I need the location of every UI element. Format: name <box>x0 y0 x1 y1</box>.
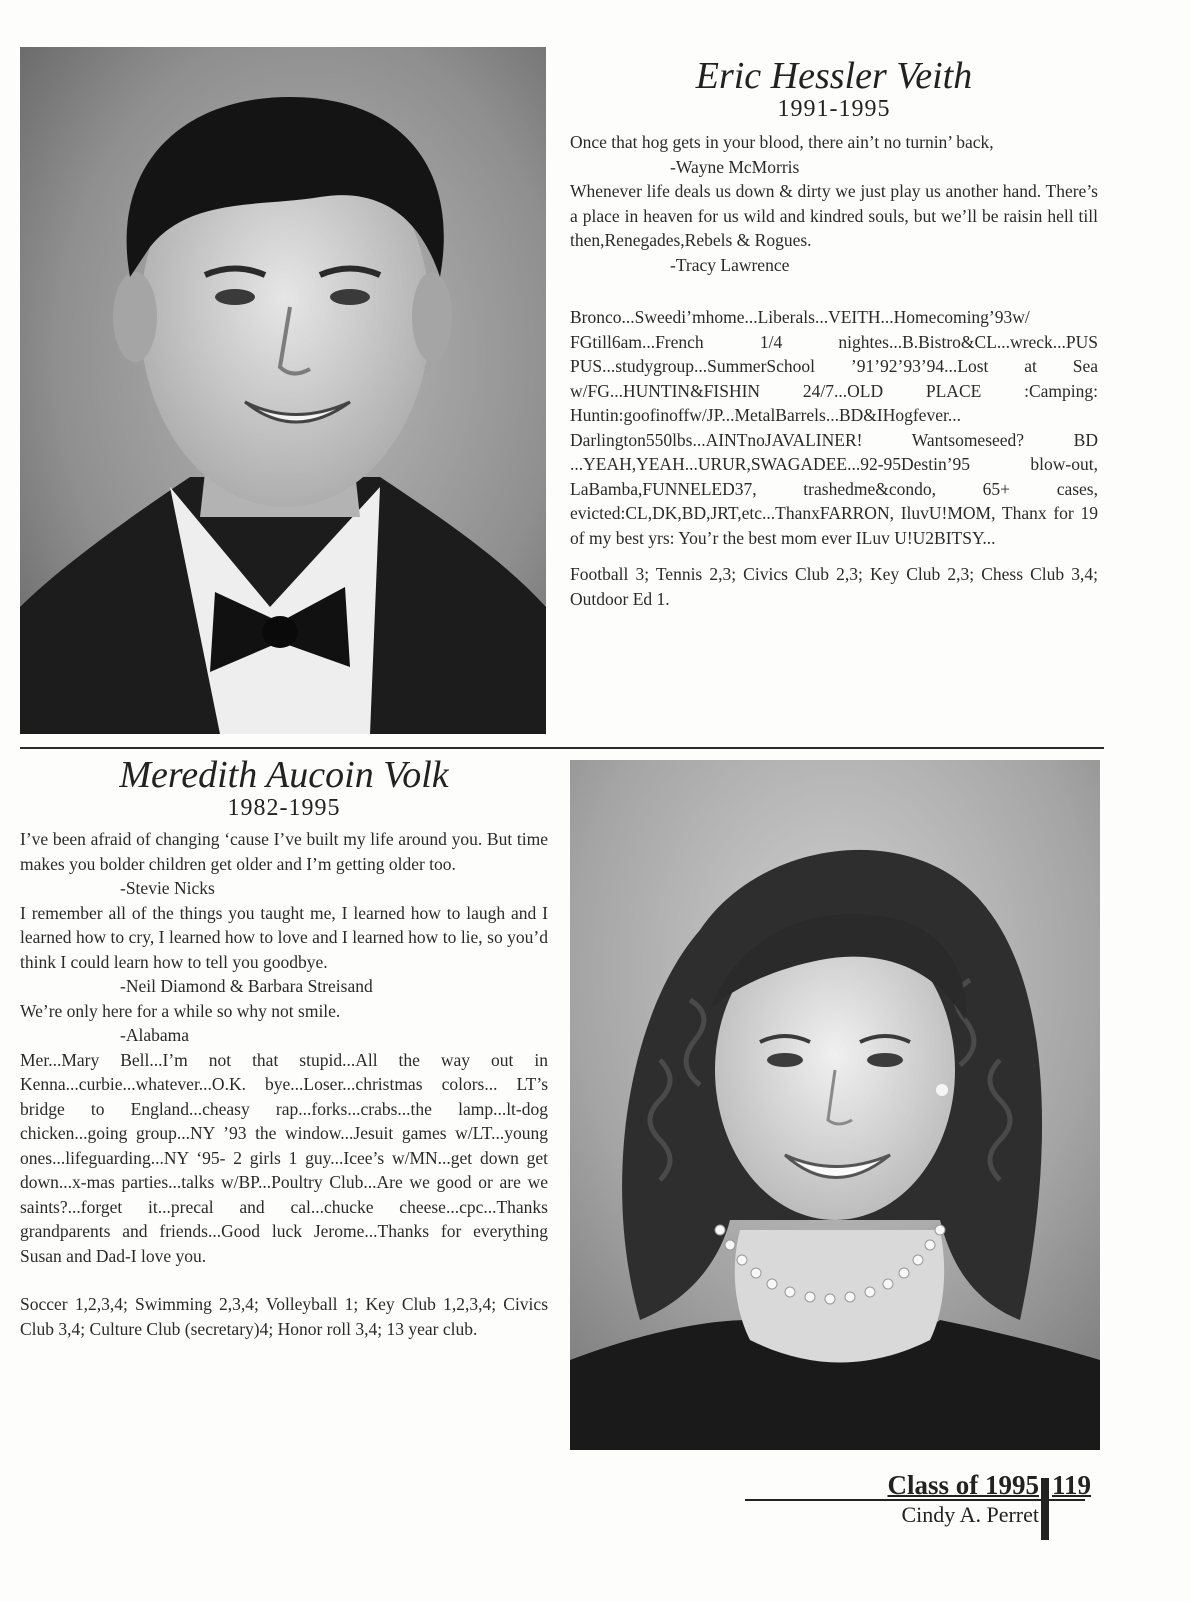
class-label: Class of 1995 <box>887 1470 1039 1500</box>
senior-quote: I’ve been afraid of changing ‘cause I’ve built my life around you. But time makes you bolder children get older and I’m getting older too. <box>20 829 548 874</box>
senior-bio-meredith <box>20 755 548 1341</box>
portrait-photo-eric <box>20 47 546 734</box>
senior-quote: I remember all of the things you taught me, I learned how to laugh and I learned how to cry, I learned how to love and I learned how to lie, so you’d think I could learn how to tell you goodbye. <box>20 902 548 972</box>
senior-name: Meredith Aucoin Volk <box>119 754 449 796</box>
senior-quote: Once that hog gets in your blood, there ain’t no turnin’ back, <box>570 132 994 152</box>
senior-activities: Soccer 1,2,3,4; Swimming 2,3,4; Volleyball 1; Key Club 1,2,3,4; Civics Club 3,4; Culture Club (secretary)4; Honor roll 3,4; 13 year club. <box>20 1294 548 1339</box>
quote-author: -Wayne McMorris <box>670 156 800 177</box>
senior-bio-eric <box>570 56 1098 611</box>
photographer-credit: Cindy A. Perret <box>901 1502 1039 1527</box>
senior-memories: Bronco...Sweedi’mhome...Liberals...VEITH...Homecoming’93w/ FGtill6am...French 1/4 nightes...B.Bistro&CL...wreck...PUS PUS...studygroup...SummerSchool ’91’92’93’94...Lost at Sea w/FG...HUNTIN&FISHIN 24/7...OLD PLACE :Camping: Huntin:goofinoffw/JP...MetalBarrels...BD&IHogfever... Darlington550lbs...AINTnoJAVALINER! Wantsomeseed? BD ...YEAH,YEAH...URUR,SWAGADEE...92-95Destin’95 blow-out, LaBamba,FUNNELED37, trashedme&condo, 65+ cases, evicted:CL,DK,BD,JRT,etc...ThanxFARRON, IluvU!MOM, Thanx for 19 of my best yrs: You’r the best mom ever ILuv U!U2BITSY... <box>570 307 1098 548</box>
senior-activities: Football 3; Tennis 2,3; Civics Club 2,3; Key Club 2,3; Chess Club 3,4; Outdoor Ed 1. <box>570 564 1098 609</box>
quote-author: -Tracy Lawrence <box>670 254 790 275</box>
portrait-image-eric <box>20 47 546 734</box>
page-footer <box>745 1470 1105 1540</box>
portrait-image-meredith <box>570 760 1100 1450</box>
quote-author: -Stevie Nicks <box>120 878 215 898</box>
senior-quote: Whenever life deals us down & dirty we just play us another hand. There’s a place in heaven for us wild and kindred souls, but we’ll be raisin hell till then,Renegades,Rebels & Rogues. <box>570 181 1098 250</box>
footer-bar <box>1041 1478 1049 1540</box>
senior-name: Eric Hessler Veith <box>695 55 973 97</box>
senior-quote: We’re only here for a while so why not smile. <box>20 1000 341 1021</box>
page-number: 119 <box>1052 1470 1092 1500</box>
section-divider <box>20 747 1104 749</box>
senior-memories: Mer...Mary Bell...I’m not that stupid...All the way out in Kenna...curbie...whatever...O.K. bye...Loser...christmas colors... LT’s bridge to England...cheasy rap...forks...crabs...the lamp...lt-dog chicken...going group...NY ’93 the window...Jesuit games w/LT...young ones...lifeguarding...NY ‘95- 2 girls 1 guy...Icee’s w/MN...get down get down...x-mas parties...talks w/BP...Poultry Club...Are we good or are we saints?...forget it...precal and cal...chucke cheese...cpc...Thanks grandparents and friends...Good luck Jerome...Thanks for everything Susan and Dad-I love you. <box>20 1049 548 1266</box>
quote-author: -Neil Diamond & Barbara Streisand <box>120 976 373 996</box>
quote-author: -Alabama <box>120 1025 189 1045</box>
senior-years: 1991-1995 <box>777 96 891 122</box>
portrait-photo-meredith <box>570 760 1100 1450</box>
senior-years: 1982-1995 <box>227 795 341 821</box>
